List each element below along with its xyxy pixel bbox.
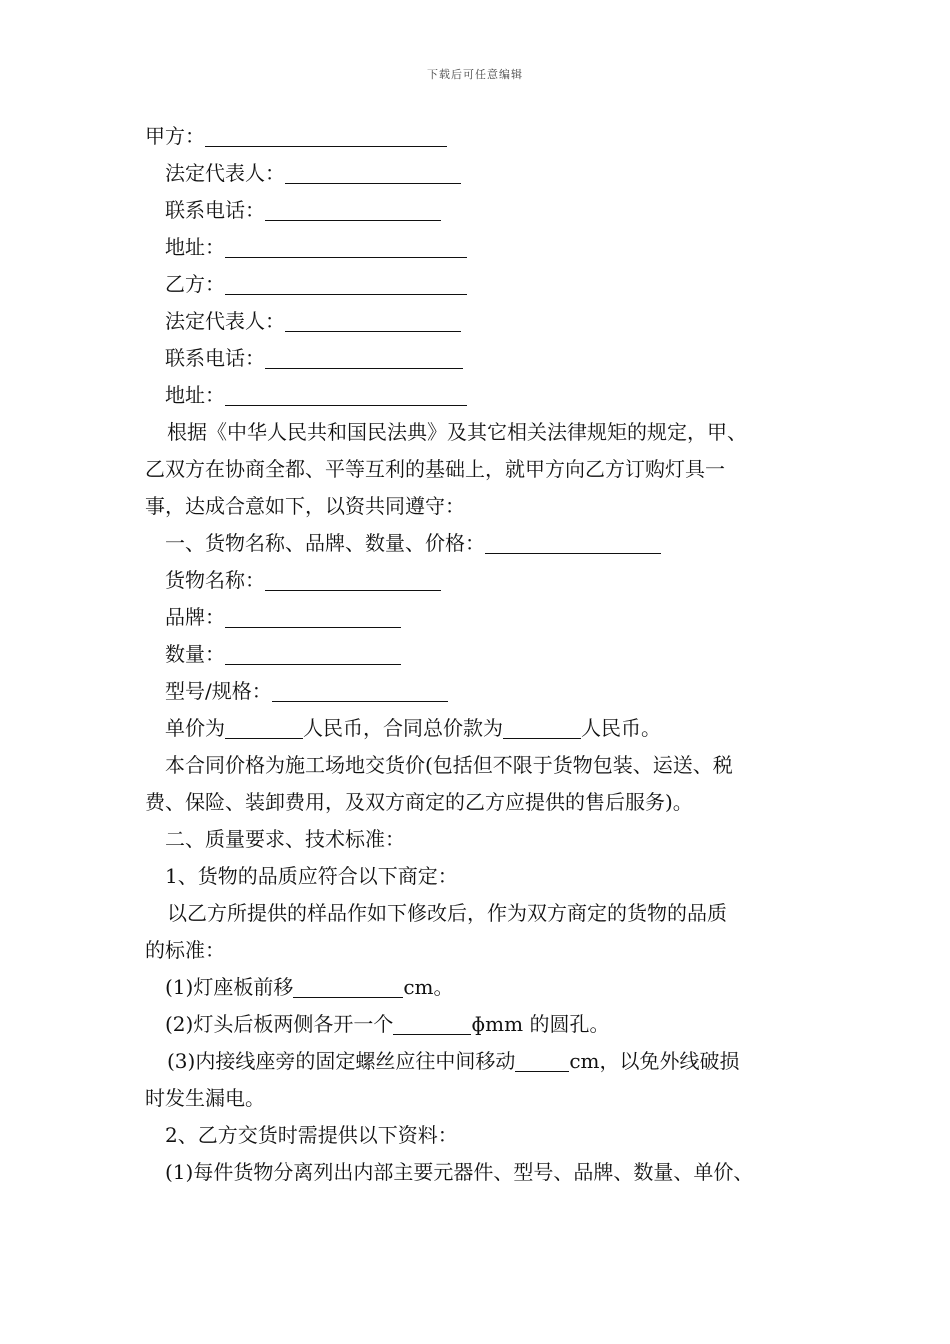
page-header: 下载后可任意编辑 bbox=[427, 68, 523, 81]
party-a-phone-label: 联系电话： bbox=[165, 198, 265, 222]
quantity-blank[interactable] bbox=[225, 642, 401, 665]
unit-price-label: 单价为 bbox=[165, 716, 225, 740]
unit-price-blank[interactable] bbox=[225, 716, 303, 739]
quality-desc-line-2: 的标准： bbox=[145, 938, 225, 962]
party-b-line bbox=[145, 266, 835, 303]
model-blank[interactable] bbox=[272, 679, 448, 702]
quality-desc-line-1: 以乙方所提供的样品作如下修改后，作为双方商定的货物的品质 bbox=[167, 901, 727, 925]
mod-1-line bbox=[145, 969, 835, 1006]
mod-2-unit: ɸmm 的圆孔。 bbox=[471, 1012, 610, 1036]
price-line bbox=[145, 710, 835, 747]
goods-name-blank[interactable] bbox=[265, 568, 441, 591]
party-b-phone-line bbox=[145, 340, 835, 377]
party-a-rep-line bbox=[145, 155, 835, 192]
party-b-addr-blank[interactable] bbox=[225, 383, 467, 406]
party-a-addr-label: 地址： bbox=[165, 235, 225, 259]
section1-title-line bbox=[145, 525, 835, 562]
party-b-rep-label: 法定代表人： bbox=[165, 309, 285, 333]
model-line bbox=[145, 673, 835, 710]
mod-1-blank[interactable] bbox=[293, 975, 403, 998]
quantity-label: 数量： bbox=[165, 642, 225, 666]
party-a-addr-line bbox=[145, 229, 835, 266]
party-a-rep-blank[interactable] bbox=[285, 161, 461, 184]
party-a-rep-label: 法定代表人： bbox=[165, 161, 285, 185]
mod-3-blank[interactable] bbox=[515, 1049, 569, 1072]
brand-line bbox=[145, 599, 835, 636]
docs-item-1: (1)每件货物分离列出内部主要元器件、型号、品牌、数量、单价、 bbox=[165, 1160, 754, 1184]
mod-1-label: (1)灯座板前移 bbox=[165, 975, 294, 999]
preamble-line-1: 根据《中华人民共和国民法典》及其它相关法律规矩的规定，甲、 bbox=[167, 420, 747, 444]
party-b-addr-label: 地址： bbox=[165, 383, 225, 407]
mod-2-line bbox=[145, 1006, 835, 1043]
price-terms-line-1: 本合同价格为施工场地交货价(包括但不限于货物包装、运送、税 bbox=[165, 753, 733, 777]
party-a-blank[interactable] bbox=[205, 124, 447, 147]
party-a-phone-line bbox=[145, 192, 835, 229]
party-a-label: 甲方： bbox=[145, 124, 205, 148]
mod-3-label: (3)内接线座旁的固定螺丝应往中间移动 bbox=[167, 1049, 516, 1073]
brand-label: 品牌： bbox=[165, 605, 225, 629]
mod-3-line bbox=[145, 1043, 835, 1080]
party-b-blank[interactable] bbox=[225, 272, 467, 295]
preamble-line-2: 乙双方在协商全都、平等互利的基础上，就甲方向乙方订购灯具一 bbox=[145, 457, 725, 481]
goods-name-label: 货物名称： bbox=[165, 568, 265, 592]
section1-title-blank[interactable] bbox=[485, 531, 661, 554]
price-suffix: 人民币。 bbox=[581, 716, 661, 740]
preamble-line-3: 事，达成合意如下，以资共同遵守： bbox=[145, 494, 465, 518]
party-b-phone-label: 联系电话： bbox=[165, 346, 265, 370]
mod-1-unit: cm。 bbox=[403, 975, 454, 999]
section2-title: 二、质量要求、技术标准： bbox=[165, 827, 405, 851]
section1-title: 一、货物名称、品牌、数量、价格： bbox=[165, 531, 485, 555]
party-a-line bbox=[145, 118, 835, 155]
party-a-phone-blank[interactable] bbox=[265, 198, 441, 221]
party-b-phone-blank[interactable] bbox=[265, 346, 463, 369]
mod-2-label: (2)灯头后板两侧各开一个 bbox=[165, 1012, 394, 1036]
price-terms-line-2: 费、保险、装卸费用，及双方商定的乙方应提供的售后服务)。 bbox=[145, 790, 693, 814]
quality-item-1: 1、货物的品质应符合以下商定： bbox=[165, 864, 458, 888]
mod-3-line-2: 时发生漏电。 bbox=[145, 1086, 265, 1110]
total-price-label: 人民币，合同总价款为 bbox=[303, 716, 503, 740]
party-b-rep-blank[interactable] bbox=[285, 309, 461, 332]
quality-item-2: 2、乙方交货时需提供以下资料： bbox=[165, 1123, 458, 1147]
model-label: 型号/规格： bbox=[165, 679, 272, 703]
mod-3-unit: cm，以免外线破损 bbox=[569, 1049, 740, 1073]
mod-2-blank[interactable] bbox=[393, 1012, 471, 1035]
brand-blank[interactable] bbox=[225, 605, 401, 628]
party-b-addr-line bbox=[145, 377, 835, 414]
party-b-rep-line bbox=[145, 303, 835, 340]
party-a-addr-blank[interactable] bbox=[225, 235, 467, 258]
total-price-blank[interactable] bbox=[503, 716, 581, 739]
goods-name-line bbox=[145, 562, 835, 599]
contract-body bbox=[145, 118, 835, 1191]
quantity-line bbox=[145, 636, 835, 673]
party-b-label: 乙方： bbox=[165, 272, 225, 296]
